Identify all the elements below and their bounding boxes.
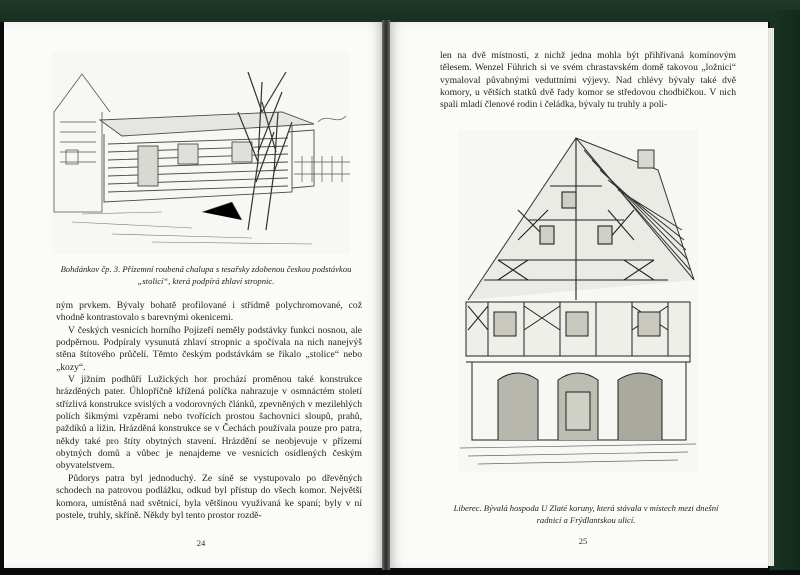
figure-caption: Bohdánkov čp. 3. Přízemní roubená chalupa s tesařsky zdobenou českou podstávkou „stolicí“, která podpírá zhlaví stropnic. [60, 264, 352, 286]
book-cover-side [770, 10, 800, 570]
figure-caption: Liberec. Bývalá hospoda U Zlaté koruny, která stávala v místech mezi dnešní radnicí a Frýdlantskou ulicí. [453, 503, 719, 525]
page-number: 25 [578, 536, 588, 546]
page-block-edge [768, 28, 774, 566]
paragraph: len na dvě místnosti, z nichž jedna mohla být přihřívaná komínovým tělesem. Wenzel Führich si ve svém chrastavském domě takovou „ložnici“ vymaloval půvabnými veduttními výjevy. Nad chlévy bývaly také dvě komory, u větších statků dvě řady komor se středovou chodbičkou. V nich spali mladí členové rodin i čeládka, bývaly tu truhly a poli- [440, 50, 736, 111]
cottage-sketch-illustration [52, 52, 350, 254]
paragraph: V jižním podhůří Lužických hor prochází proměnou také konstrukce hrázděných pater. Úhlopříčně křížená políčka nahrazuje v osmnáctém století střízlivá konstrukce svislých a vodorovných článků, zpevněných v mezilehlých polích šikmými vzpěrami nebo tvořících prostou šachovnici sloupů, prahů, paždíků a ližin. Hrázděná konstrukce se v Čechách používala pouze pro patra, někdy také pro štíty obytných stavení. Hrázdění se neobjevuje v přízemí obytných domů a vůbec je nenajdeme ve vesnicích osídlených českým obyvatelstvem. [56, 374, 362, 472]
paragraph: ným prvkem. Bývaly bohatě profilované i střídmě polychromované, což vhodně kontrastovalo s barevnými okenicemi. [56, 300, 362, 324]
paragraph: Půdorys patra byl jednoduchý. Ze síně se vystupovalo po dřevěných schodech na patrovou podlážku, odkud byl přístup do všech komor. Největší komora, umístěná nad světnicí, byla většinou využívaná ke spaní; byly v ní postele, truhly, skříně. Někdy byl tento prostor rozdě- [56, 472, 362, 521]
right-page [388, 22, 768, 568]
body-text-right [440, 50, 736, 112]
left-page [4, 22, 384, 568]
book-gutter [382, 20, 390, 570]
tavern-sketch-illustration [458, 130, 698, 472]
body-text-left [56, 300, 362, 522]
paragraph: V českých vesnicích horního Pojizeří neměly podstávky funkci nosnou, ale podpěrnou. Podpíraly vysunutá zhlaví stropnic a spočívala na nich nanejvýš stěna štítového průčelí. Těmto českým podstávkám se říkalo „stolice“ nebo „kozy“. [56, 324, 362, 373]
page-number: 24 [196, 538, 206, 548]
book-cover-edge [0, 0, 800, 22]
